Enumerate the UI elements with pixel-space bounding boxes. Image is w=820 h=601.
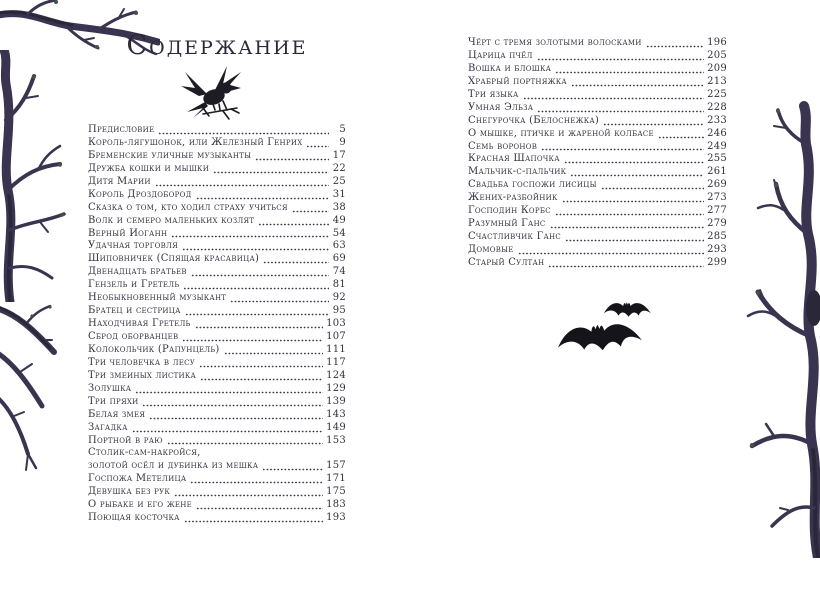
toc-dot-leader [196, 197, 329, 200]
toc-entry [88, 331, 346, 344]
toc-entry [88, 344, 346, 357]
toc-dot-leader [571, 84, 704, 87]
toc-entry-page: 69 [332, 253, 346, 265]
toc-dot-leader [292, 210, 329, 213]
toc-entry-page: 54 [332, 227, 346, 239]
toc-dot-leader [195, 326, 324, 329]
toc-entry [88, 124, 346, 137]
toc-entry-title: Храбрый портняжка [468, 75, 567, 87]
toc-entry-title: Золушка [88, 382, 132, 394]
toc-dot-leader [167, 442, 323, 445]
toc-entry-title: Красная Шапочка [468, 153, 560, 165]
toc-entry [88, 240, 346, 253]
toc-entry-page: 213 [707, 75, 727, 87]
branch-decoration-left-upper-icon [0, 50, 80, 302]
toc-entry-page: 95 [332, 305, 346, 317]
toc-entry-title: Домовые [468, 244, 514, 255]
toc-entry-title: Волк и семеро маленьких козлят [88, 214, 255, 226]
toc-entry-page: 273 [707, 192, 727, 204]
toc-entry-page: 225 [707, 88, 727, 100]
toc-entry-page: 299 [707, 256, 727, 268]
toc-dot-leader [258, 223, 329, 226]
toc-entry-page: 124 [326, 369, 346, 381]
toc-entry-title: Семь воронов [468, 140, 538, 152]
toc-entry-title: золотой осёл и дубинка из мешка [88, 460, 259, 472]
toc-entry [88, 409, 346, 422]
toc-entry-title: Три человечка в лесу [88, 356, 196, 368]
toc-entry-page: 175 [326, 486, 346, 498]
toc-entry-title: Удачная торговля [88, 240, 178, 252]
toc-dot-leader [185, 313, 329, 316]
toc-entry-page: 277 [707, 205, 727, 217]
toc-dot-leader [562, 200, 705, 203]
toc-entry-title: Три пряхи [88, 395, 139, 407]
toc-entry [468, 231, 727, 244]
toc-dot-leader [537, 58, 705, 61]
toc-entry [468, 192, 727, 205]
toc-entry [468, 89, 727, 102]
toc-entry-title: Госпожа Метелица [88, 473, 187, 485]
toc-entry [468, 102, 727, 115]
toc-entry-page: 63 [332, 240, 346, 252]
toc-dot-leader [537, 110, 704, 113]
toc-entry-title: Три языка [468, 88, 519, 100]
toc-entry [88, 176, 346, 189]
toc-entry [468, 179, 727, 192]
toc-entry [88, 396, 346, 409]
toc-entry-page: 74 [332, 266, 346, 278]
toc-entry-page: 107 [326, 331, 346, 342]
toc-entry-page: 111 [326, 343, 346, 355]
toc-dot-leader [570, 174, 704, 177]
toc-entry-title: О мышке, птичке и жареной колбасе [468, 127, 654, 139]
toc-entry-page: 103 [326, 318, 346, 330]
toc-entry [88, 512, 346, 525]
toc-dot-leader [182, 248, 329, 251]
toc-entry-page: 31 [332, 188, 346, 200]
toc-entry [88, 279, 346, 292]
toc-entry [88, 305, 346, 318]
toc-entry-title: Свадьба госпожи лисицы [468, 179, 597, 191]
toc-dot-leader [200, 378, 323, 381]
toc-entry-title: Снегурочка (Белоснежка) [468, 114, 600, 126]
toc-dot-leader [191, 274, 329, 277]
toc-entry-page: 49 [332, 214, 346, 226]
toc-entry [468, 141, 727, 154]
toc-dot-leader [603, 123, 704, 126]
toc-entry [88, 357, 346, 370]
toc-dot-leader [174, 494, 323, 497]
branch-decoration-right-icon [722, 88, 820, 558]
toc-entry-title: Загадка [88, 421, 128, 433]
toc-entry [468, 166, 727, 179]
toc-entry-page: 293 [707, 244, 727, 255]
toc-dot-leader [182, 339, 323, 342]
toc-entry [88, 163, 346, 176]
toc-entry-title: Братец и сестрица [88, 305, 181, 317]
toc-dot-leader [555, 71, 704, 74]
toc-entry-page: 22 [332, 162, 346, 174]
toc-dot-leader [171, 235, 329, 238]
toc-dot-leader [601, 187, 704, 190]
toc-entry-title: Поющая косточка [88, 512, 180, 524]
toc-dot-leader [184, 520, 323, 523]
toc-left-column [88, 124, 346, 525]
toc-entry-page: 117 [326, 356, 346, 368]
toc-entry-page: 139 [326, 395, 346, 407]
toc-entry-page: 193 [326, 512, 346, 524]
toc-entry [468, 115, 727, 128]
toc-dot-leader [132, 430, 324, 433]
toc-dot-leader [196, 507, 323, 510]
toc-entry-title: Предисловие [88, 124, 155, 135]
toc-entry [468, 205, 727, 218]
toc-dot-leader [263, 261, 329, 264]
toc-entry-title: Девушка без рук [88, 486, 171, 498]
toc-dot-leader [658, 136, 704, 139]
toc-entry-page: 183 [326, 499, 346, 511]
toc-entry [468, 128, 727, 141]
toc-entry-title: Верный Иоганн [88, 227, 168, 239]
toc-entry-title: Сброд оборванцев [88, 331, 179, 342]
page-title: Содержание [126, 30, 308, 61]
toc-entry-title: Вошка и блошка [468, 62, 552, 74]
toc-entry-title: Господин Корбс [468, 205, 551, 217]
toc-entry [468, 76, 727, 89]
toc-entry-title: Разумный Ганс [468, 218, 546, 230]
toc-dot-leader [142, 404, 323, 407]
toc-dot-leader [158, 132, 329, 135]
toc-entry-title: Дитя Марии [88, 175, 151, 187]
toc-entry-page: 205 [707, 49, 727, 61]
toc-entry-page: 17 [332, 149, 346, 161]
toc-entry-page: 129 [326, 382, 346, 394]
toc-dot-leader [224, 352, 324, 355]
toc-dot-leader [306, 145, 329, 148]
toc-entry-page: 9 [339, 136, 346, 148]
toc-entry [88, 253, 346, 266]
toc-dot-leader [523, 97, 705, 100]
toc-entry [88, 266, 346, 279]
toc-entry-page: 228 [707, 101, 727, 113]
toc-entry [468, 244, 727, 257]
raven-icon [181, 64, 257, 124]
toc-entry [88, 460, 346, 473]
toc-entry-title: Три змеиных листика [88, 369, 197, 381]
toc-entry-page: 92 [332, 292, 346, 304]
toc-entry [468, 218, 727, 231]
toc-entry [88, 292, 346, 305]
toc-entry [468, 37, 727, 50]
toc-dot-leader [550, 226, 705, 229]
toc-entry-title: Мальчик-с-пальчик [468, 166, 567, 178]
toc-entry [468, 153, 727, 166]
toc-right-column [468, 37, 727, 270]
toc-entry-page: 5 [339, 124, 346, 135]
toc-dot-leader [646, 45, 704, 48]
toc-entry-title: Царица пчёл [468, 49, 533, 61]
toc-entry [88, 228, 346, 241]
toc-entry-title: Столик-сам-накройся, [88, 447, 201, 459]
toc-entry-page: 255 [707, 153, 727, 165]
toc-entry-page: 149 [326, 421, 346, 433]
toc-entry-page: 38 [332, 201, 346, 213]
toc-dot-leader [149, 417, 323, 420]
toc-dot-leader [135, 391, 323, 394]
bats-icon [556, 294, 660, 372]
toc-entry [468, 63, 727, 76]
toc-dot-leader [548, 265, 704, 268]
toc-entry-title: Король-лягушонок, или Железный Генрих [88, 136, 303, 148]
toc-entry-page: 269 [707, 179, 727, 191]
branch-decoration-left-lower-icon [0, 290, 60, 485]
toc-entry-page: 25 [332, 175, 346, 187]
toc-dot-leader [255, 158, 329, 161]
toc-entry-page: 81 [332, 279, 346, 291]
toc-entry [88, 370, 346, 383]
toc-dot-leader [155, 184, 329, 187]
toc-entry-page: 157 [326, 460, 346, 472]
toc-entry-page: 246 [707, 127, 727, 139]
toc-entry-page: 233 [707, 114, 727, 126]
toc-dot-leader [183, 287, 329, 290]
toc-entry-page: 261 [707, 166, 727, 178]
toc-entry-title: Король Дроздобород [88, 188, 192, 200]
toc-entry-title: Дружба кошки и мышки [88, 162, 210, 174]
toc-dot-leader [262, 468, 323, 471]
toc-entry-title: Шиповничек (Спящая красавица) [88, 253, 260, 265]
toc-dot-leader [555, 213, 704, 216]
toc-entry-title: Портной в раю [88, 434, 163, 446]
toc-entry [88, 202, 346, 215]
toc-entry-title: Умная Эльза [468, 101, 534, 113]
toc-entry-title: Белая змея [88, 408, 146, 420]
toc-dot-leader [541, 148, 704, 151]
toc-entry-page: 285 [707, 231, 727, 243]
toc-entry [88, 435, 346, 448]
toc-entry [88, 499, 346, 512]
toc-entry-title: Колокольчик (Рапунцель) [88, 343, 220, 355]
toc-entry [88, 137, 346, 150]
toc-entry [88, 473, 346, 486]
toc-entry-title: Двенадцать братьев [88, 266, 187, 278]
toc-entry-title: Жених-разбойник [468, 192, 558, 204]
toc-entry-page: 171 [326, 473, 346, 485]
toc-dot-leader [565, 239, 704, 242]
toc-entry-title: Находчивая Гретель [88, 318, 191, 330]
toc-entry-title: Бременские уличные музыканты [88, 149, 252, 161]
toc-dot-leader [190, 481, 323, 484]
toc-entry [468, 50, 727, 63]
toc-entry-title: Чёрт с тремя золотыми волосками [468, 37, 642, 48]
toc-entry-title: Гензель и Гретель [88, 279, 180, 291]
toc-entry [88, 189, 346, 202]
toc-entry-page: 249 [707, 140, 727, 152]
toc-entry [88, 150, 346, 163]
toc-dot-leader [518, 252, 704, 255]
toc-dot-leader [199, 365, 323, 368]
toc-entry-page: 143 [326, 408, 346, 420]
toc-entry-title: О рыбаке и его жене [88, 499, 193, 511]
toc-dot-leader [564, 161, 704, 164]
toc-entry [88, 422, 346, 435]
toc-dot-leader [213, 171, 329, 174]
toc-entry-title: Сказка о том, кто ходил страху учиться [88, 201, 288, 213]
toc-entry [88, 447, 346, 460]
toc-entry [88, 318, 346, 331]
toc-entry [88, 383, 346, 396]
toc-entry [88, 215, 346, 228]
toc-entry-title: Старый Султан [468, 256, 545, 268]
toc-entry [88, 486, 346, 499]
toc-entry-title: Счастливчик Ганс [468, 231, 561, 243]
toc-entry-title: Необыкновенный музыкант [88, 292, 227, 304]
toc-entry-page: 196 [707, 37, 727, 48]
toc-entry [468, 257, 727, 270]
toc-entry-page: 279 [707, 218, 727, 230]
toc-entry-page: 209 [707, 62, 727, 74]
toc-entry-page: 153 [326, 434, 346, 446]
toc-dot-leader [230, 300, 329, 303]
